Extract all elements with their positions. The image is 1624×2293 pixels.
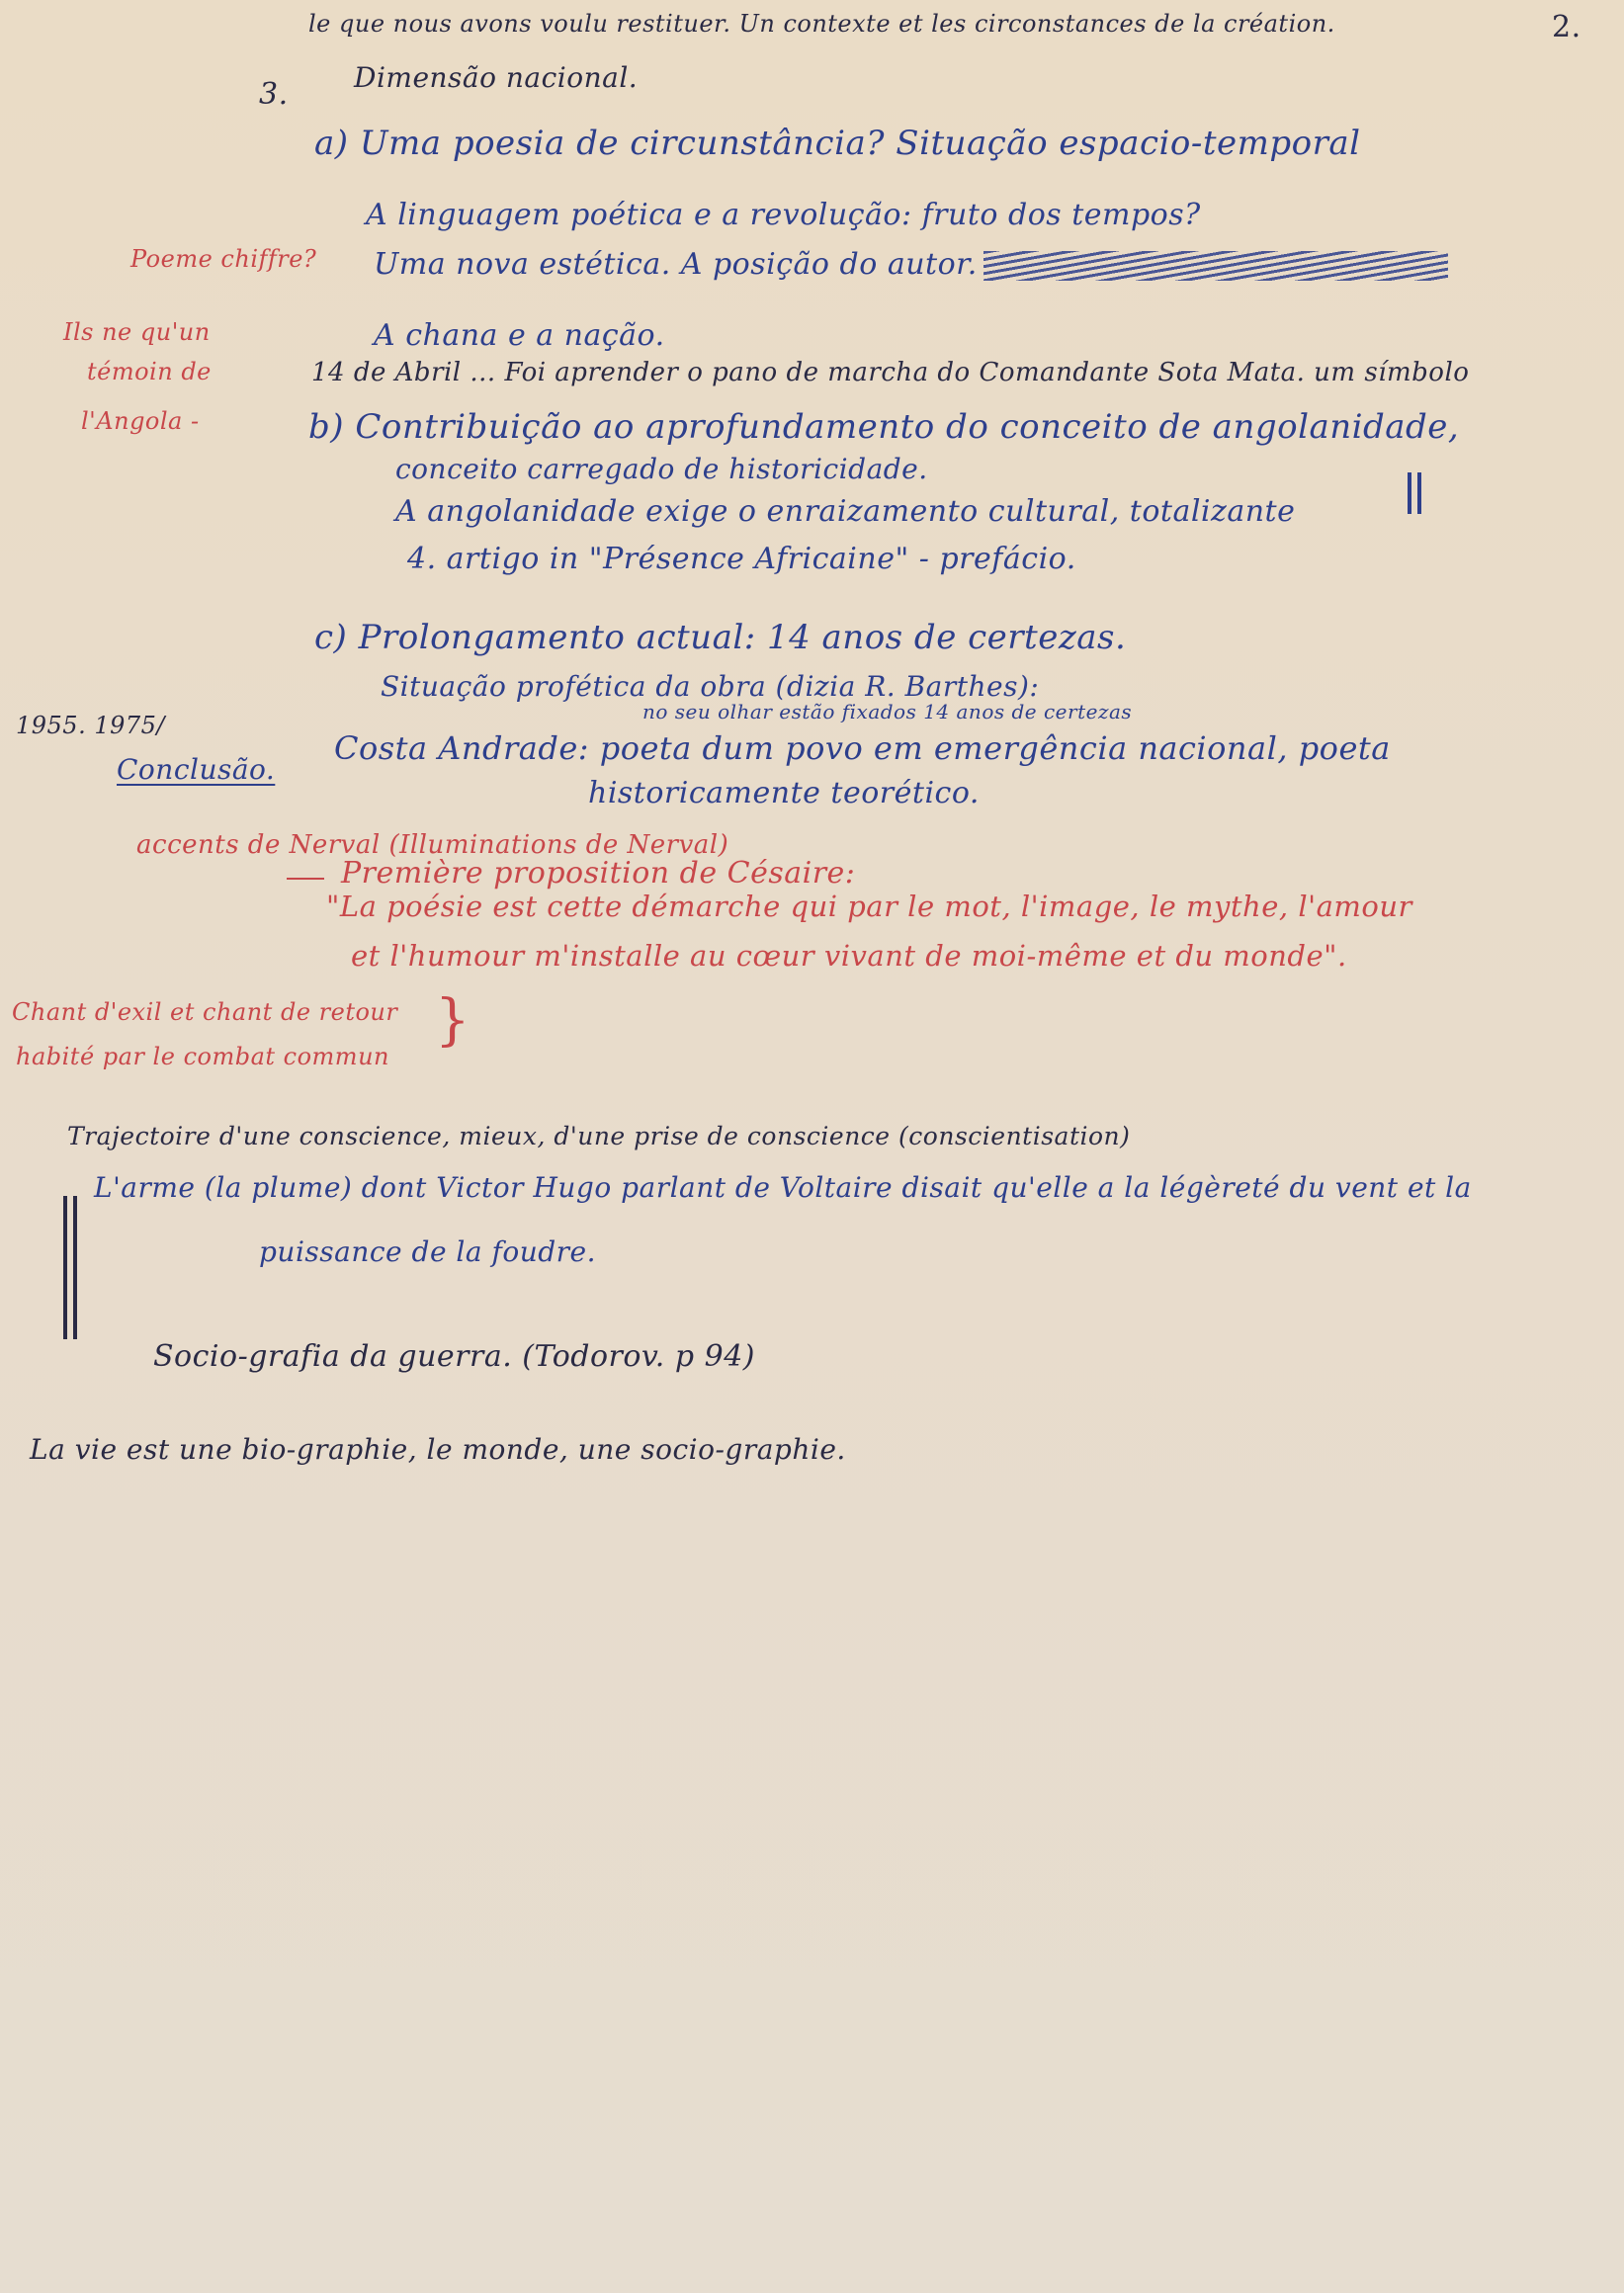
abril-line: 14 de Abril ... Foi aprender o pano de marcha do Comandante Sota Mata. um símbolo bbox=[311, 358, 1470, 387]
margin-note-red-3: l'Angola - bbox=[81, 407, 200, 435]
socio-line: Socio-grafia da guerra. (Todorov. p 94) bbox=[153, 1339, 755, 1374]
a-line3-text: Uma nova estética. A posição do autor. bbox=[374, 247, 978, 282]
red-chant2: habité par le combat commun bbox=[16, 1043, 389, 1070]
section3-title: Dimensão nacional. bbox=[354, 61, 639, 94]
red-accents: accents de Nerval (Illuminations de Nerval) bbox=[136, 830, 729, 860]
trajectoire-line: Trajectoire d'une conscience, mieux, d'une prise de conscience (conscientisation) bbox=[67, 1122, 1131, 1150]
c-line2: Situação profética da obra (dizia R. Barthes): bbox=[381, 670, 1040, 703]
conclusao-label: Conclusão. bbox=[117, 753, 276, 786]
margin-bar bbox=[1417, 472, 1421, 514]
margin-note-poeme: Poeme chiffre? bbox=[130, 245, 317, 273]
red-bracket: } bbox=[435, 988, 470, 1053]
arme-line1: L'arme (la plume) dont Victor Hugo parlant de Voltaire disait qu'elle a la légèreté du vent et la bbox=[94, 1171, 1472, 1204]
arme-line2: puissance de la foudre. bbox=[259, 1235, 597, 1268]
red-chant1: Chant d'exil et chant de retour bbox=[12, 998, 398, 1026]
a-line1: a) Uma poesia de circunstância? Situação espacio-temporal bbox=[314, 124, 1361, 163]
strikethrough-scribble bbox=[983, 251, 1448, 281]
margin-bar bbox=[73, 1196, 77, 1339]
red-quote2: et l'humour m'installe au cœur vivant de moi-même et du monde". bbox=[351, 939, 1347, 973]
margin-years: 1955. 1975/ bbox=[16, 712, 165, 739]
margin-note-red-2: témoin de bbox=[87, 358, 212, 385]
margin-note-red-1: Ils ne qu'un bbox=[63, 318, 211, 346]
top-line: le que nous avons voulu restituer. Un contexte et les circonstances de la création. bbox=[308, 10, 1335, 38]
a-line2: A linguagem poética e a revolução: fruto dos tempos? bbox=[366, 198, 1201, 232]
c-line4: historicamente teorético. bbox=[588, 776, 980, 810]
red-quote1: "La poésie est cette démarche qui par le mot, l'image, le mythe, l'amour bbox=[326, 890, 1412, 923]
b-line3: A angolanidade exige o enraizamento cultural, totalizante bbox=[395, 494, 1296, 529]
page-number: 2. bbox=[1552, 10, 1581, 44]
c-line3: Costa Andrade: poeta dum povo em emergência nacional, poeta bbox=[334, 729, 1391, 767]
a-line3 bbox=[374, 247, 1448, 282]
margin-bar bbox=[63, 1196, 67, 1339]
b-line2: conceito carregado de historicidade. bbox=[395, 453, 928, 485]
b-line4: 4. artigo in "Présence Africaine" - prefácio. bbox=[407, 542, 1076, 576]
red-dash bbox=[287, 878, 324, 880]
red-premiere: Première proposition de Césaire: bbox=[341, 856, 856, 891]
vie-line: La vie est une bio-graphie, le monde, une socio-graphie. bbox=[30, 1433, 846, 1466]
a-line4: A chana e a nação. bbox=[374, 318, 665, 353]
c-insert: no seu olhar estão fixados 14 anos de certezas bbox=[642, 700, 1133, 723]
section3-number: 3. bbox=[259, 77, 289, 112]
b-line1: b) Contribuição ao aprofundamento do conceito de angolanidade, bbox=[308, 407, 1460, 447]
margin-bar bbox=[1408, 472, 1411, 514]
c-line1: c) Prolongamento actual: 14 anos de certezas. bbox=[314, 618, 1127, 657]
